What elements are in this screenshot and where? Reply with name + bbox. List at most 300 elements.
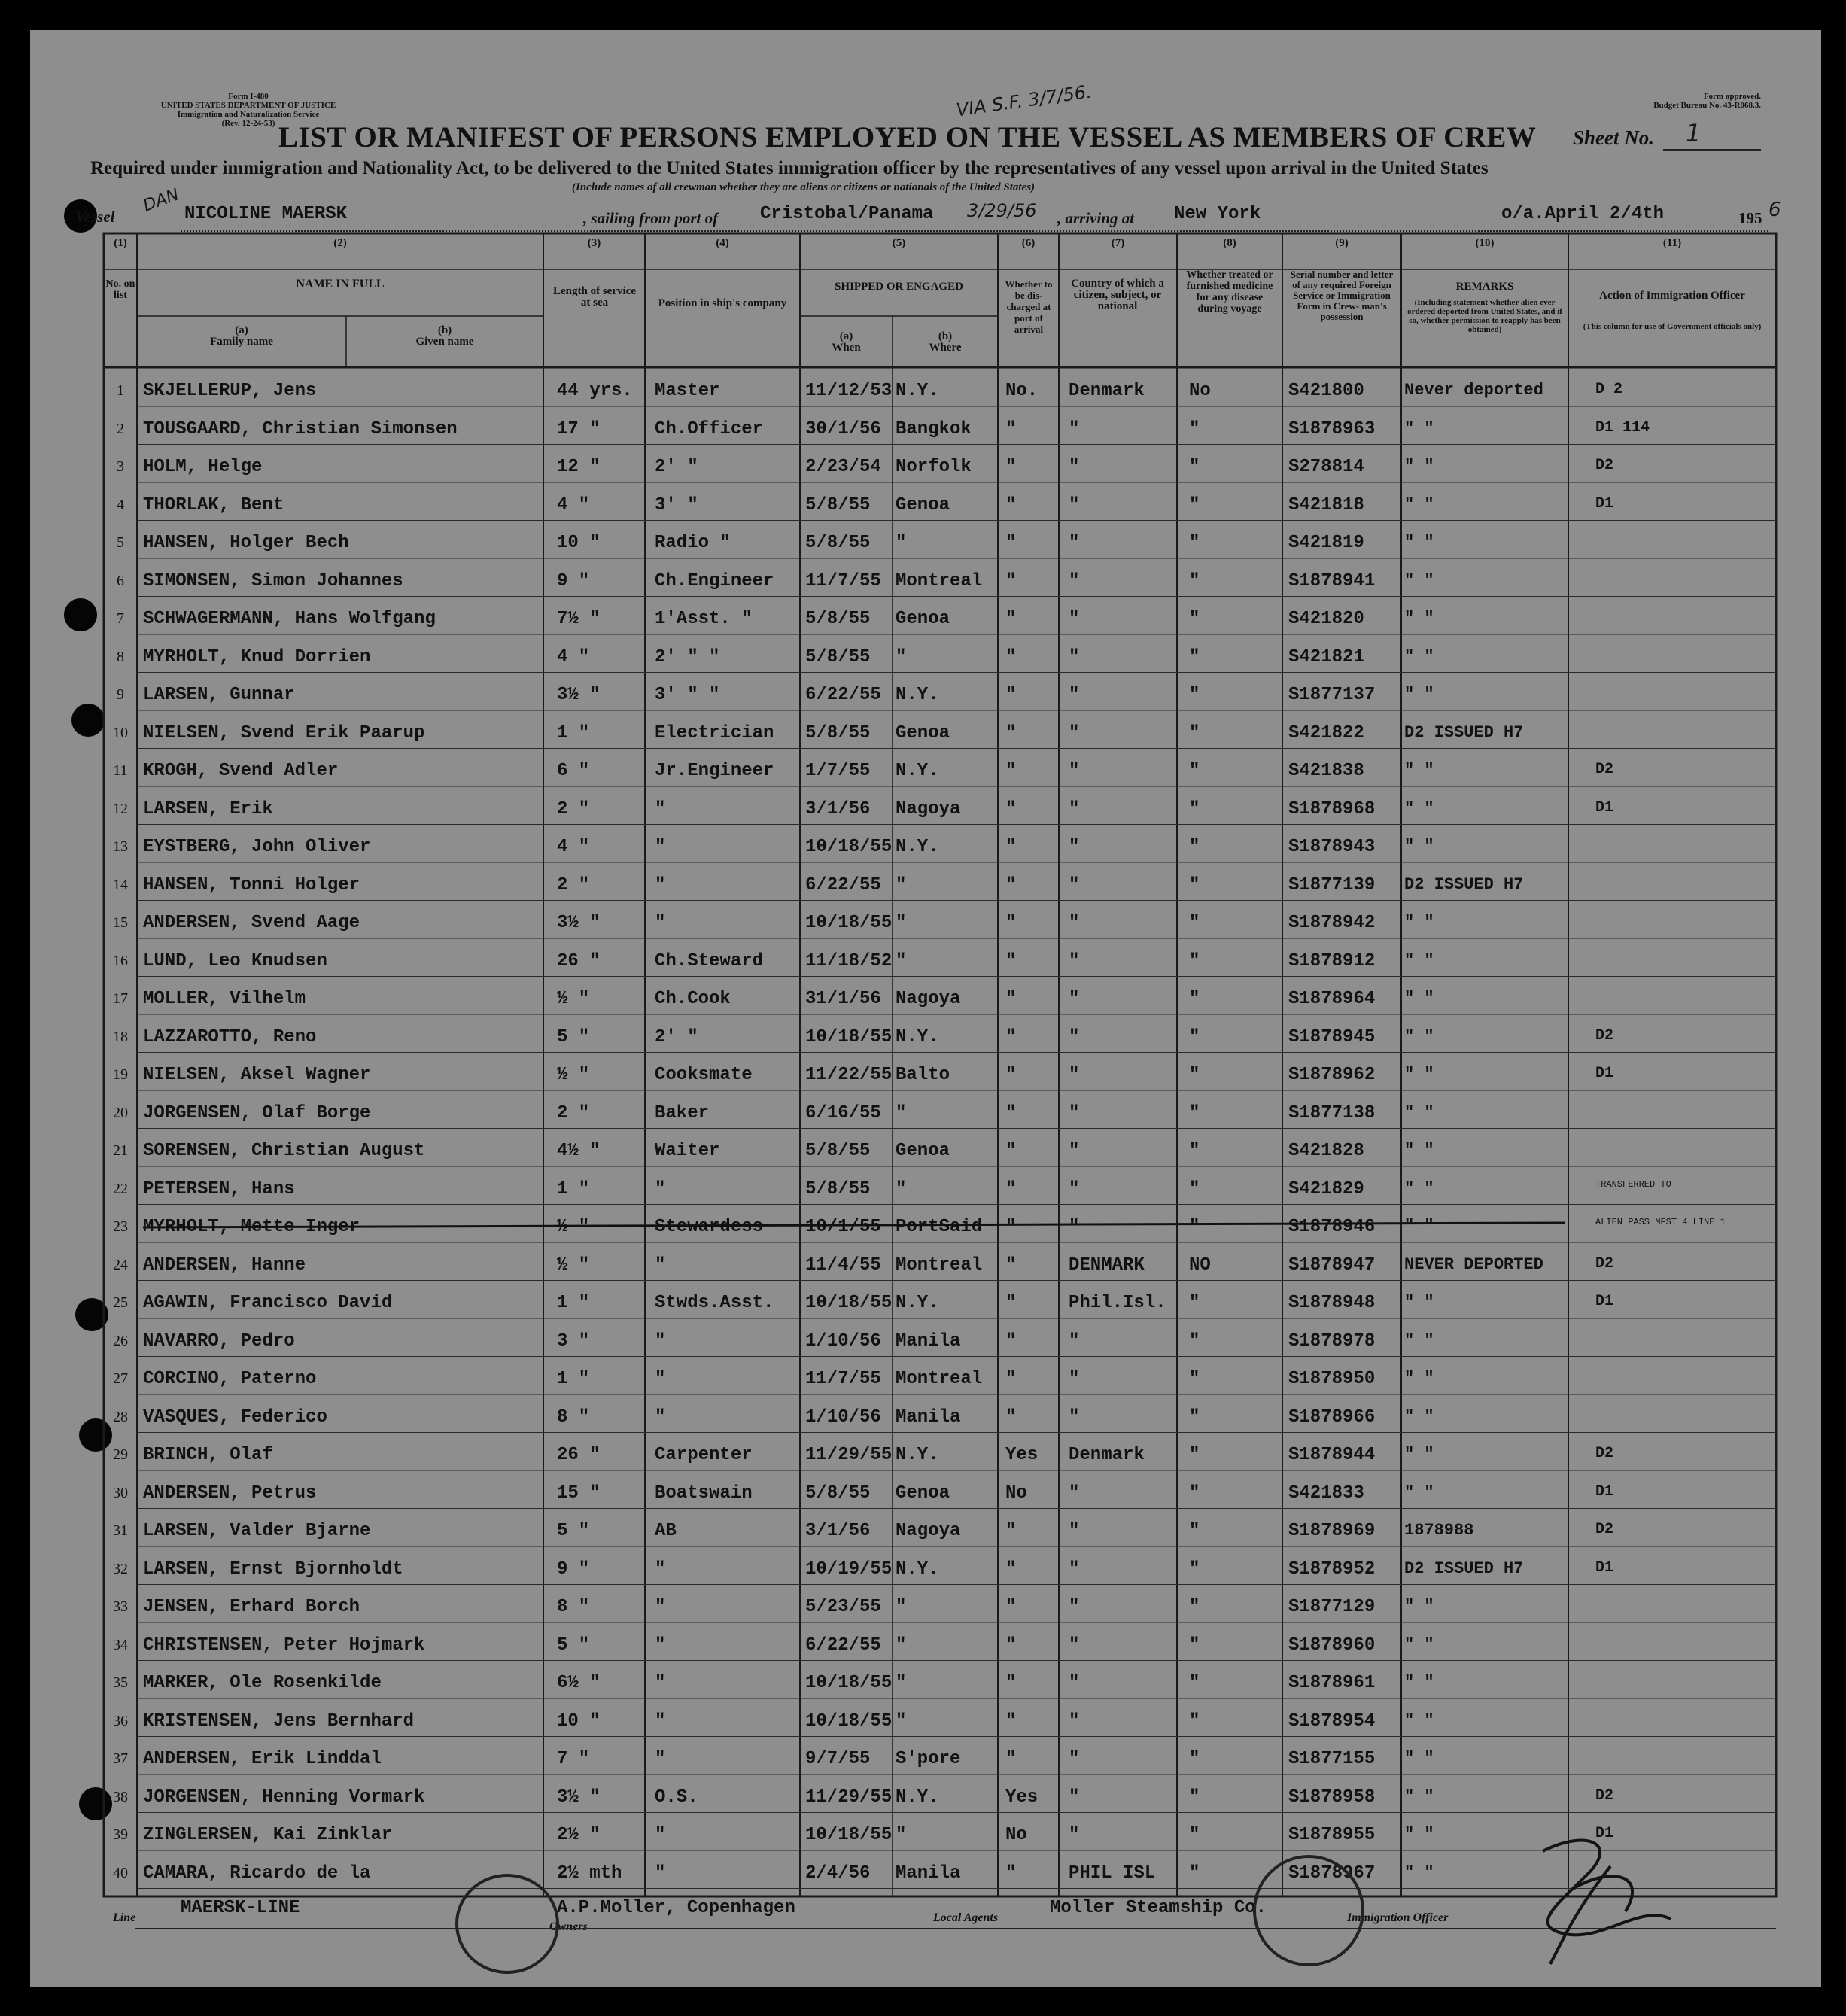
discharge-flag: " <box>1005 913 1017 933</box>
remarks: " " <box>1404 1293 1434 1312</box>
engaged-when: 5/8/55 <box>805 722 871 743</box>
citizenship: " <box>1069 457 1080 477</box>
ship-position: " <box>655 1634 666 1656</box>
engaged-where: " <box>896 646 907 667</box>
discharge-flag: " <box>1005 685 1017 705</box>
row-number: 2 <box>117 420 124 437</box>
engaged-where: Manila <box>896 1862 961 1884</box>
engaged-when: 1/7/55 <box>805 761 871 781</box>
citizenship: Denmark <box>1069 381 1145 401</box>
discharge-flag: " <box>1005 570 1017 591</box>
crew-name: CHRISTENSEN, Peter Hojmark <box>143 1634 425 1656</box>
citizenship: " <box>1069 646 1080 667</box>
length-of-service: 3 " <box>557 1330 590 1352</box>
citizenship: " <box>1069 570 1080 591</box>
serial-number: S421833 <box>1288 1482 1364 1504</box>
discharge-flag: " <box>1005 609 1017 629</box>
remarks: " " <box>1404 494 1434 514</box>
ship-position: " <box>655 1710 666 1732</box>
crew-name: SORENSEN, Christian August <box>143 1141 425 1161</box>
engaged-when: 9/7/55 <box>805 1749 871 1769</box>
ship-position: " <box>655 1178 666 1200</box>
serial-number: S1878950 <box>1288 1369 1376 1389</box>
crew-name: AGAWIN, Francisco David <box>143 1293 393 1313</box>
length-of-service: 4½ " <box>557 1141 601 1161</box>
discharge-flag: " <box>1005 1293 1017 1313</box>
crew-name: HANSEN, Holger Bech <box>143 533 349 553</box>
remarks: " " <box>1404 1102 1434 1122</box>
citizenship: " <box>1069 874 1080 895</box>
citizenship: " <box>1069 837 1080 857</box>
crew-name: JENSEN, Erhard Borch <box>143 1597 360 1617</box>
treated-flag: " <box>1189 494 1200 515</box>
crew-name: LARSEN, Ernst Bjornholdt <box>143 1558 403 1580</box>
engaged-where: S'pore <box>896 1749 961 1769</box>
serial-number: S421829 <box>1288 1178 1364 1200</box>
length-of-service: 2½ mth <box>557 1862 622 1884</box>
citizenship: " <box>1069 1026 1080 1048</box>
remarks: " " <box>1404 989 1434 1008</box>
serial-number: S1878964 <box>1288 989 1376 1009</box>
engaged-when: 11/12/53 <box>805 381 893 401</box>
treated-flag: " <box>1189 989 1200 1009</box>
row-number: 18 <box>113 1028 128 1045</box>
citizenship: " <box>1069 1558 1080 1580</box>
vessel-owners: A.P.Moller, Copenhagen <box>557 1898 795 1918</box>
citizenship: " <box>1069 533 1080 553</box>
ship-position: 1'Asst. " <box>655 609 753 629</box>
treated-flag: " <box>1189 1293 1200 1313</box>
length-of-service: 4 " <box>557 837 590 857</box>
ship-position: " <box>655 1406 666 1428</box>
col-name-full: NAME IN FULL <box>296 278 385 290</box>
citizenship: Denmark <box>1069 1445 1145 1465</box>
crew-name: JORGENSEN, Olaf Borge <box>143 1102 371 1124</box>
engaged-when: 10/18/55 <box>805 1026 893 1048</box>
remarks: Never deported <box>1404 381 1543 400</box>
length-of-service: 1 " <box>557 722 590 743</box>
treated-flag: " <box>1189 1521 1200 1541</box>
ship-position: " <box>655 1330 666 1352</box>
col-family-name: (a) Family name <box>210 324 273 348</box>
col-action: Action of Immigration Officer <box>1599 290 1745 302</box>
length-of-service: 2 " <box>557 798 590 819</box>
length-of-service: 6 " <box>557 761 590 781</box>
citizenship: " <box>1069 685 1080 705</box>
engaged-where: Montreal <box>896 570 983 591</box>
engaged-where: " <box>896 1825 907 1845</box>
crew-name: SKJELLERUP, Jens <box>143 381 317 401</box>
ship-position: Stewardess <box>655 1217 764 1237</box>
length-of-service: 1 " <box>557 1293 590 1313</box>
row-number: 40 <box>113 1864 128 1881</box>
remarks: " " <box>1404 533 1434 552</box>
officer-label: Immigration Officer <box>1347 1911 1449 1924</box>
citizenship: " <box>1069 1217 1080 1237</box>
discharge-flag: " <box>1005 1102 1017 1124</box>
serial-number: S1878942 <box>1288 913 1376 933</box>
engaged-when: 5/8/55 <box>805 1141 871 1161</box>
engaged-when: 10/19/55 <box>805 1558 893 1580</box>
ship-position: " <box>655 1749 666 1769</box>
discharge-flag: " <box>1005 761 1017 781</box>
citizenship: " <box>1069 1178 1080 1200</box>
remarks: " " <box>1404 418 1434 438</box>
engaged-where: " <box>896 1178 907 1200</box>
remarks: " " <box>1404 1065 1434 1084</box>
engaged-where: " <box>896 1597 907 1617</box>
engaged-where: " <box>896 950 907 972</box>
treated-flag: " <box>1189 457 1200 477</box>
remarks: " " <box>1404 1369 1434 1388</box>
col-given-name: (b) Given name <box>415 324 474 348</box>
engaged-when: 10/18/55 <box>805 1673 893 1693</box>
discharge-flag: " <box>1005 1178 1017 1200</box>
discharge-flag: " <box>1005 722 1017 743</box>
col-position: Position in ship's company <box>658 297 787 309</box>
crew-name: KROGH, Svend Adler <box>143 761 339 781</box>
citizenship: DENMARK <box>1069 1254 1145 1276</box>
col-shipped: SHIPPED OR ENGAGED <box>835 281 963 293</box>
row-number: 33 <box>113 1598 128 1615</box>
engaged-where: N.Y. <box>896 761 939 781</box>
vessel-label: Vessel <box>75 208 115 226</box>
officer-action: D2 <box>1595 761 1614 778</box>
length-of-service: ½ " <box>557 1254 590 1276</box>
row-number: 21 <box>113 1142 128 1159</box>
serial-number: S1878962 <box>1288 1065 1376 1085</box>
owners-label: Owners <box>549 1920 588 1933</box>
engaged-where: PortSaid <box>896 1217 983 1237</box>
treated-flag: " <box>1189 1825 1200 1845</box>
engaged-where: N.Y. <box>896 685 939 705</box>
discharge-flag: No. <box>1005 381 1039 401</box>
crew-name: ANDERSEN, Petrus <box>143 1482 317 1504</box>
engaged-where: N.Y. <box>896 837 939 857</box>
citizenship: " <box>1069 1369 1080 1389</box>
engaged-when: 11/22/55 <box>805 1065 893 1085</box>
treated-flag: NO <box>1189 1254 1211 1276</box>
remarks: " " <box>1404 1141 1434 1160</box>
crew-name: ANDERSEN, Svend Aage <box>143 913 360 933</box>
length-of-service: 4 " <box>557 646 590 667</box>
routing-annotation: VIA S.F. 3/7/56. <box>954 81 1093 121</box>
remarks: " " <box>1404 1445 1434 1464</box>
row-number: 23 <box>113 1218 128 1235</box>
treated-flag: " <box>1189 533 1200 553</box>
discharge-flag: " <box>1005 1558 1017 1580</box>
serial-number: S421828 <box>1288 1141 1364 1161</box>
serial-number: S421819 <box>1288 533 1364 553</box>
length-of-service: 4 " <box>557 494 590 515</box>
treated-flag: " <box>1189 1102 1200 1124</box>
remarks: " " <box>1404 1634 1434 1654</box>
engaged-when: 11/18/52 <box>805 950 893 972</box>
col-remarks-note: (Including statement whether alien ever ordered deported from United States, and if so, whether permission to reapply has been obtained) <box>1407 298 1562 334</box>
crew-name: MARKER, Ole Rosenkilde <box>143 1673 382 1693</box>
ship-position: Ch.Officer <box>655 418 764 439</box>
arrival-date: o/a.April 2/4th <box>1501 204 1665 224</box>
serial-number: S1878961 <box>1288 1673 1376 1693</box>
citizenship: " <box>1069 1406 1080 1428</box>
length-of-service: 12 " <box>557 457 601 477</box>
ship-position: 2' " " <box>655 646 720 667</box>
department: UNITED STATES DEPARTMENT OF JUSTICE <box>160 101 336 110</box>
citizenship: " <box>1069 494 1080 515</box>
serial-number: S421838 <box>1288 761 1364 781</box>
discharge-flag: " <box>1005 1749 1017 1769</box>
citizenship: " <box>1069 1710 1080 1732</box>
engaged-where: Montreal <box>896 1254 983 1276</box>
engaged-when: 10/1/55 <box>805 1217 881 1237</box>
length-of-service: 2 " <box>557 1102 590 1124</box>
engaged-where: Balto <box>896 1065 950 1085</box>
discharge-flag: " <box>1005 1673 1017 1693</box>
crew-name: ANDERSEN, Hanne <box>143 1254 306 1276</box>
treated-flag: " <box>1189 1862 1200 1884</box>
length-of-service: 17 " <box>557 418 601 439</box>
col-length: Length of service at sea <box>553 285 636 309</box>
discharge-flag: Yes <box>1005 1445 1039 1465</box>
engaged-where: " <box>896 1673 907 1693</box>
remarks: " " <box>1404 837 1434 856</box>
serial-number: S1878960 <box>1288 1634 1376 1656</box>
engaged-where: Norfolk <box>896 457 972 477</box>
year-prefix: 195 <box>1738 209 1762 227</box>
remarks: " " <box>1404 1825 1434 1844</box>
page-title: LIST OR MANIFEST OF PERSONS EMPLOYED ON THE VESSEL AS MEMBERS OF CREW <box>278 121 1537 154</box>
length-of-service: 15 " <box>557 1482 601 1504</box>
treated-flag: " <box>1189 1178 1200 1200</box>
engaged-when: 11/7/55 <box>805 1369 881 1389</box>
discharge-flag: " <box>1005 1406 1017 1428</box>
remarks: " " <box>1404 761 1434 780</box>
arriving-label: , arriving at <box>1057 209 1135 227</box>
sheet-label: Sheet No. <box>1573 126 1654 149</box>
engaged-when: 11/29/55 <box>805 1786 893 1808</box>
engaged-where: " <box>896 1102 907 1124</box>
col-num-1: (1) <box>114 237 127 249</box>
row-number: 24 <box>113 1256 128 1273</box>
treated-flag: " <box>1189 418 1200 439</box>
treated-flag: " <box>1189 913 1200 933</box>
ship-position: Baker <box>655 1102 710 1124</box>
remarks: " " <box>1404 457 1434 476</box>
discharge-flag: " <box>1005 1597 1017 1617</box>
service: Immigration and Naturalization Service <box>177 110 320 119</box>
remarks: " " <box>1404 1673 1434 1692</box>
crew-name: NIELSEN, Svend Erik Paarup <box>143 722 425 743</box>
discharge-flag: " <box>1005 1026 1017 1048</box>
officer-action: D2 <box>1595 1026 1614 1044</box>
serial-number: S421821 <box>1288 646 1364 667</box>
col-num-5: (5) <box>892 237 906 249</box>
treated-flag: " <box>1189 1786 1200 1808</box>
discharge-flag: No <box>1005 1482 1027 1504</box>
discharge-flag: " <box>1005 1254 1017 1276</box>
engaged-where: N.Y. <box>896 1293 939 1313</box>
treated-flag: " <box>1189 646 1200 667</box>
officer-action: ALIEN PASS MFST 4 LINE 1 <box>1595 1217 1726 1227</box>
crew-name: MOLLER, Vilhelm <box>143 989 306 1009</box>
col-num-4: (4) <box>716 237 729 249</box>
engaged-when: 6/16/55 <box>805 1102 881 1124</box>
remarks: " " <box>1404 1862 1434 1882</box>
length-of-service: 3½ " <box>557 913 601 933</box>
ship-position: Boatswain <box>655 1482 753 1504</box>
crew-name: JORGENSEN, Henning Vormark <box>143 1786 425 1808</box>
discharge-flag: " <box>1005 418 1017 439</box>
engaged-when: 11/4/55 <box>805 1254 881 1276</box>
discharge-flag: " <box>1005 1710 1017 1732</box>
serial-number: S1877155 <box>1288 1749 1376 1769</box>
arrival-port: New York <box>1174 204 1261 224</box>
length-of-service: 7 " <box>557 1749 590 1769</box>
engaged-when: 6/22/55 <box>805 1634 881 1656</box>
citizenship: " <box>1069 913 1080 933</box>
engaged-when: 11/29/55 <box>805 1445 893 1465</box>
ship-position: Carpenter <box>655 1445 753 1465</box>
engaged-when: 3/1/56 <box>805 798 871 819</box>
crew-name: ZINGLERSEN, Kai Zinklar <box>143 1825 393 1845</box>
length-of-service: 5 " <box>557 1521 590 1541</box>
remarks: " " <box>1404 1026 1434 1046</box>
ship-position: Ch.Cook <box>655 989 731 1009</box>
serial-number: S1878958 <box>1288 1786 1376 1808</box>
citizenship: " <box>1069 1673 1080 1693</box>
row-number: 37 <box>113 1750 128 1767</box>
serial-number: S1878966 <box>1288 1406 1376 1428</box>
citizenship: " <box>1069 1825 1080 1845</box>
serial-number: S1878954 <box>1288 1710 1376 1732</box>
ship-position: " <box>655 1673 666 1693</box>
serial-number: S1878963 <box>1288 418 1376 439</box>
col-no-on-list: No. on list <box>105 278 135 301</box>
citizenship: " <box>1069 1634 1080 1656</box>
length-of-service: 6½ " <box>557 1673 601 1693</box>
row-number: 25 <box>113 1294 128 1311</box>
remarks: D2 ISSUED H7 <box>1404 874 1524 894</box>
col-num-8: (8) <box>1223 237 1236 249</box>
treated-flag: " <box>1189 1330 1200 1352</box>
page-subnote: (Include names of all crewman whether they are aliens or citizens or nationals of the United States) <box>572 181 1036 193</box>
crew-name: LARSEN, Erik <box>143 798 273 819</box>
officer-action: D1 <box>1595 494 1614 512</box>
crew-name: MYRHOLT, Knud Dorrien <box>143 646 371 667</box>
engaged-when: 5/8/55 <box>805 533 871 553</box>
col-where: (b) Where <box>929 330 962 354</box>
row-number: 11 <box>113 762 128 779</box>
ship-position: AB <box>655 1521 677 1541</box>
engaged-where: Manila <box>896 1330 961 1352</box>
engaged-when: 10/18/55 <box>805 1293 893 1313</box>
engaged-when: 6/22/55 <box>805 874 881 895</box>
citizenship: " <box>1069 1065 1080 1085</box>
row-number: 3 <box>117 458 124 475</box>
length-of-service: 8 " <box>557 1406 590 1428</box>
officer-action: D1 <box>1595 1065 1614 1082</box>
engaged-where: Genoa <box>896 722 950 743</box>
agents-label: Local Agents <box>933 1911 999 1924</box>
manifest-sheet <box>30 30 1821 1987</box>
year-digit: 6 <box>1768 199 1781 221</box>
citizenship: " <box>1069 950 1080 972</box>
row-number: 27 <box>113 1370 128 1387</box>
citizenship: " <box>1069 1749 1080 1769</box>
officer-action: D1 114 <box>1595 418 1650 436</box>
officer-action: D 2 <box>1595 381 1623 398</box>
length-of-service: 5 " <box>557 1026 590 1048</box>
local-agents: Moller Steamship Co. <box>1050 1898 1267 1918</box>
discharge-flag: No <box>1005 1825 1027 1845</box>
serial-number: S1877137 <box>1288 685 1376 705</box>
treated-flag: " <box>1189 1217 1200 1237</box>
ship-position: " <box>655 1369 666 1389</box>
length-of-service: 1 " <box>557 1178 590 1200</box>
citizenship: " <box>1069 798 1080 819</box>
discharge-flag: " <box>1005 646 1017 667</box>
row-number: 14 <box>113 876 128 893</box>
row-number: 30 <box>113 1484 128 1501</box>
engaged-where: " <box>896 874 907 895</box>
engaged-where: N.Y. <box>896 1786 939 1808</box>
ship-position: " <box>655 1825 666 1845</box>
col-num-7: (7) <box>1111 237 1125 249</box>
row-number: 9 <box>117 686 124 703</box>
row-number: 20 <box>113 1104 128 1121</box>
crew-name: BRINCH, Olaf <box>143 1445 273 1465</box>
col-discharged: Whether to be dis- charged at port of arrival <box>1005 278 1053 335</box>
discharge-flag: " <box>1005 1217 1017 1237</box>
ship-position: Cooksmate <box>655 1065 753 1085</box>
col-num-6: (6) <box>1021 237 1036 249</box>
ship-position: Ch.Engineer <box>655 570 774 591</box>
engaged-where: Genoa <box>896 609 950 629</box>
engaged-where: N.Y. <box>896 1026 939 1048</box>
remarks: " " <box>1404 913 1434 932</box>
revision: (Rev. 12-24-53) <box>221 119 275 128</box>
officer-action: D1 <box>1595 1825 1614 1842</box>
budget-line: Budget Bureau No. 43-R068.3. <box>1653 101 1761 110</box>
remarks: " " <box>1404 685 1434 704</box>
crew-name: ANDERSEN, Erik Linddal <box>143 1749 382 1769</box>
row-number: 31 <box>113 1522 128 1539</box>
row-number: 39 <box>113 1826 128 1843</box>
engaged-where: Nagoya <box>896 989 961 1009</box>
page-subtitle: Required under immigration and Nationality Act, to be delivered to the United States immigration officer by the representatives of any vessel upon arrival in the United States <box>90 158 1489 178</box>
officer-action: D2 <box>1595 1786 1614 1805</box>
crew-name: NAVARRO, Pedro <box>143 1330 295 1352</box>
col-when: (a) When <box>832 330 861 354</box>
crew-name: SCHWAGERMANN, Hans Wolfgang <box>143 609 436 629</box>
engaged-where: Nagoya <box>896 1521 961 1541</box>
row-number: 19 <box>113 1066 128 1083</box>
row-number: 5 <box>117 534 124 551</box>
remarks: D2 ISSUED H7 <box>1404 1558 1524 1578</box>
engaged-when: 1/10/56 <box>805 1406 881 1428</box>
engaged-where: N.Y. <box>896 1558 939 1580</box>
discharge-flag: " <box>1005 1141 1017 1161</box>
officer-action: D2 <box>1595 1445 1614 1462</box>
discharge-flag: " <box>1005 950 1017 972</box>
discharge-flag: " <box>1005 874 1017 895</box>
crew-name: NIELSEN, Aksel Wagner <box>143 1065 371 1085</box>
remarks: " " <box>1404 1710 1434 1730</box>
row-number: 26 <box>113 1332 128 1349</box>
treated-flag: " <box>1189 874 1200 895</box>
engaged-where: N.Y. <box>896 381 939 401</box>
engaged-when: 5/8/55 <box>805 1178 871 1200</box>
